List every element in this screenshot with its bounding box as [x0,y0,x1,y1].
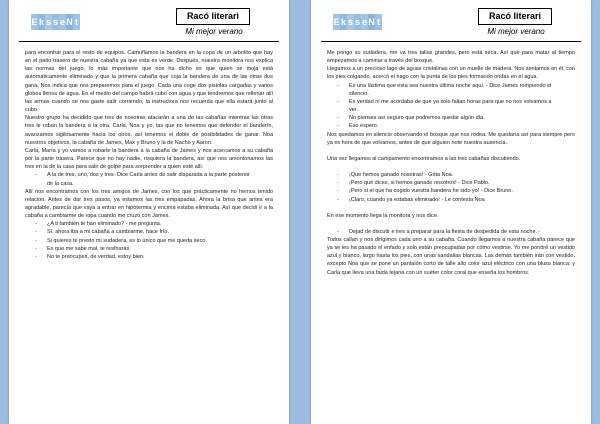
logo-letter: E [31,14,38,30]
paragraph: En ese momento llega la monitora y nos dice. [327,212,439,219]
logo-letter: e [361,14,368,30]
logo [31,14,81,32]
paragraph: Carla, María y yo vamos a robarle la bandera a la cabaña de James y nos acercamos a su cabaña por la parte trasera. Parece que no hay nadie, risquiera la bandera, así que nos amontonamos las tres en la de la casa para salir de golpe para sorprender a quien esté allí. [25,147,273,171]
spacer [327,163,575,171]
paragraph: Una vez llegamos al campamento encontramos a las tres cabañas discutiendo. [327,155,521,162]
dialogue-line: - No pienses así seguro que podremos quedar algún día. [327,114,575,122]
divider [321,41,581,42]
dialogue-list [327,171,575,204]
paragraph: Allí nos encontramos con los tres amigos de James, con los que prácticamente no hemos tenido relación. Antes de dar tres pasos, ya estamos las tres empapadas. Ahora la brisa que antes era agradable, parecía que vaya a entrar en hipotermia y encima estaba eliminada. Así que decidí ir a la cabaña a cambiarme de ropa cuando me cruzo con James. [25,188,273,220]
dialogue-line: - Dejad de discutir e ires a preparar para la fiesta de despedida de esta noche. - [327,228,575,236]
spacer [327,220,575,228]
story-title: Mi mejor verano [185,27,243,36]
dialogue-list [25,171,273,187]
dialogue-line: - ¡Pero si el que ha cogido vuestra bandera he sido yo! - Dice Bruno. [327,187,575,195]
logo-letter: E [333,14,340,30]
paragraph: Nos quedamos en silencio observando el bosque que nos rodea. Me quedaría así para siempre pero ya es hora de que volvamos, antes de que alguien note nuestra ausencia. [327,131,575,146]
paragraph: Nuestro grupo ha decidido que tres de nosotras atacarán a una de las cabañas mientras las otras tres le roban la bandera a la otra. Carla, Noa y yo, las que no tenemos que defender el banderín, avanzamos sigilosamente hacia los otros, así tenemos el doble de posibilidades de ganar. Noa nuestros objetivos, la cabaña de James, Max y Bruno y la de Nacho y Aaron. [25,115,273,146]
dialogue-line: - A la de tres, uno, dos y tres- Dice Carla antes de salir disparada a la parte posterior de la casa. [25,171,273,187]
paragraph: Todos callan y nos dirigimos cada uno a su cabaña. Cuando llegamos a nuestra cabaña parece que ya se les ha pasado el enfado y solo están preocupadas por cómo vestirse. Yo me pondré un vestido azul y blanco, largo hasta los pies, con unas sandalias blancas. Las demás también irán con vestido, excepto Noa que se pone un pantalón corto de talle alto color azul eléctrico con una blusa blanca; y Carla que lleva una falda tejana con un suéter color coral que enseña los hombros. [327,236,575,276]
logo-letter: N [66,14,73,30]
dialogue-line: - ¡Pero qué dices, si hemos ganado nosotros! - Dice Pablo. [327,179,575,187]
right-page [311,0,591,424]
paragraph: para encontrar para el resto de equipos. Camuflamos la bandera en la copa de un arbolito que hay en el patio trasero de nuestra cabaña ya que esta es verde. Después, nuestra monitora nos explica las normas del juego, lo más importante que nos ha dicho es que quien se moja está automáticamente eliminado y que la primera cabaña que coja la bandera de una de las otras dos gana. Nos indica que nos preparemos para el juego. Cada una coge dos pistolas cargadas y varios globos llenos de agua. En el medio del campo habrá cubo con agua y que tendremos que rellenar allí las armas cuando se nos gaste salir corriendo, la instructora nos recuerda que ella estará junto al cubo. [25,50,273,114]
story-text [25,49,273,261]
logo-letter: t [73,14,80,30]
section-title: Racó literari [478,8,552,25]
logo-letter: s [45,14,52,30]
paragraph: Me pongo su sudadera, me va tres tallas grandes, pero está seca. Así que para matar al tiempo empezamos a caminar a través del bosque. [327,50,575,65]
story-title: Mi mejor verano [487,27,545,36]
dialogue-line: - Es una lástima que esta sea nuestra última noche aquí. - Dice James rompiendo el silencio. [327,82,575,98]
dialogue-list [25,220,273,261]
dialogue-list [327,228,575,236]
left-page [9,0,289,424]
logo-letter: t [375,14,382,30]
logo-letter: s [347,14,354,30]
dialogue-line: - Sí, ahora iba a mi cabaña a cambiarme, hace frío. [25,228,273,236]
logo-letter: k [340,14,347,30]
section-title: Racó literari [176,8,250,25]
dialogue-line: - Es que me sabe mal, te resfriarás. [25,245,273,253]
dialogue-line: - Eso espero. [327,122,575,130]
logo-letter: k [38,14,45,30]
dialogue-line: - Es verdad ni me acordaba de que ya solo faltan horas para que no nos volvamos a ver. [327,98,575,114]
paragraph: Llegamos a un precioso lago de aguas cristalinas con un muelle de madera. Nos sentamos en él, con los pies colgando, acercó el hago con la punta de los pies formando ondas en el agua. [327,66,575,81]
logo-letter: N [368,14,375,30]
logo-letter: e [59,14,66,30]
divider [19,41,279,42]
dialogue-line: - Si quieres te presto mi sudadera, es lo único que me queda seco. [25,237,273,245]
dialogue-line: - ¡Claro, cuando ya estabas eliminado! - Le contesta Noa [327,196,575,204]
story-text [327,49,575,277]
dialogue-line: - No te preocupes, de verdad, estoy bien. [25,253,273,261]
logo-letter: s [52,14,59,30]
logo [333,14,383,32]
logo-letter: s [354,14,361,30]
dialogue-line: - ¿A ti también te han eliminado? - me pregunta. [25,220,273,228]
dialogue-list [327,82,575,131]
dialogue-line: - ¡Que hemos ganado nosotras! - Grita Noa. [327,171,575,179]
